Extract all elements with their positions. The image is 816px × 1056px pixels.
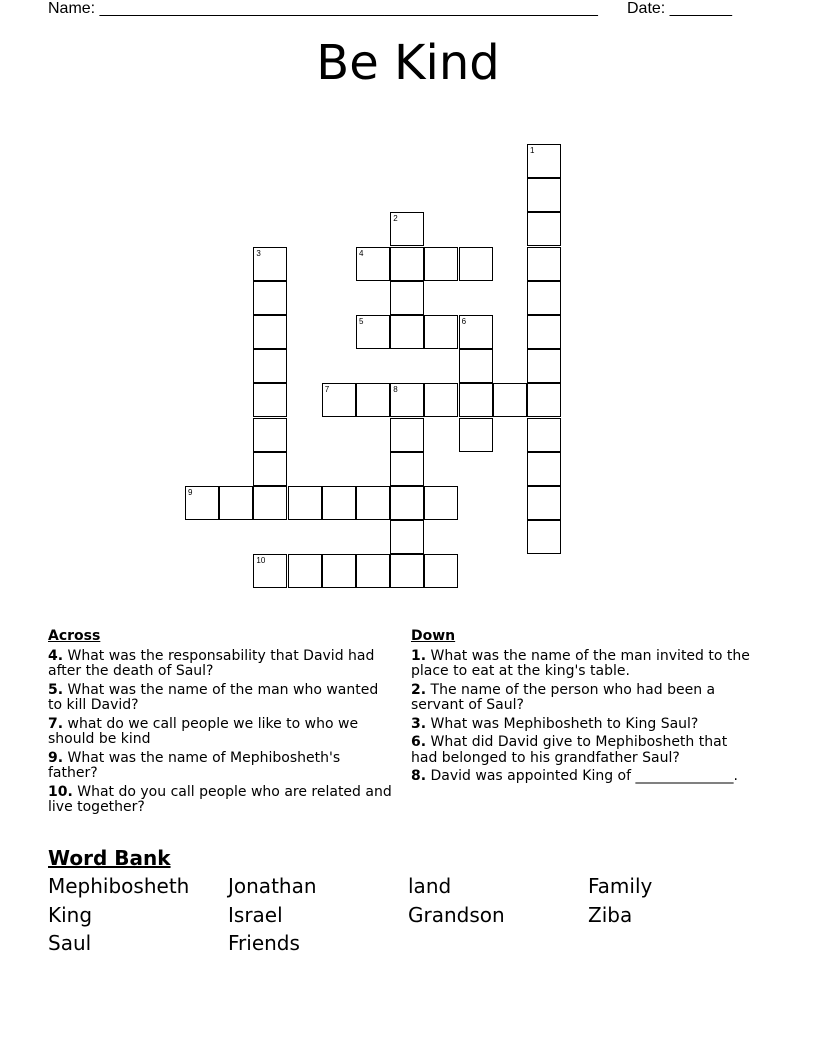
clue-across-4	[48, 649, 393, 680]
crossword-cell[interactable]	[527, 418, 561, 452]
crossword-cell[interactable]	[527, 212, 561, 246]
clue-text: What was the name of Mephibosheth's father?	[48, 749, 341, 781]
crossword-cell[interactable]	[527, 144, 561, 178]
crossword-cell[interactable]	[459, 315, 493, 349]
crossword-cell[interactable]	[253, 486, 287, 520]
crossword-cell[interactable]	[253, 349, 287, 383]
clue-number-label: 6	[461, 317, 467, 326]
crossword-cell[interactable]	[390, 486, 424, 520]
crossword-cell[interactable]	[322, 383, 356, 417]
crossword-cell[interactable]	[459, 247, 493, 281]
clue-number-label: 8	[393, 385, 398, 395]
name-field-label: Name: ________________________________________________________	[48, 0, 598, 17]
crossword-cell[interactable]	[253, 554, 287, 588]
clue-number-label: 1	[530, 146, 535, 155]
clue-number-label: 4	[359, 248, 364, 258]
crossword-cell[interactable]	[527, 247, 561, 281]
down-clues	[411, 629, 756, 788]
clue-number: 10.	[48, 783, 73, 800]
crossword-cell[interactable]	[459, 418, 493, 452]
clue-down-2	[411, 683, 756, 714]
date-field-label: Date: _______	[627, 0, 732, 17]
clue-across-9	[48, 751, 393, 782]
crossword-cell[interactable]	[527, 486, 561, 520]
crossword-cell[interactable]	[185, 486, 219, 520]
crossword-cell[interactable]	[288, 486, 322, 520]
crossword-cell[interactable]	[390, 383, 424, 417]
clue-down-6	[411, 735, 756, 766]
crossword-cell[interactable]	[288, 554, 322, 588]
crossword-cell[interactable]	[390, 554, 424, 588]
crossword-cell[interactable]	[356, 315, 390, 349]
crossword-cell[interactable]	[527, 349, 561, 383]
crossword-cell[interactable]	[424, 315, 458, 349]
crossword-cell[interactable]	[459, 349, 493, 383]
clue-number: 9.	[48, 749, 64, 766]
crossword-cell[interactable]	[424, 383, 458, 417]
word-bank-item: Israel	[228, 903, 283, 927]
word-bank-title: Word Bank	[48, 846, 171, 870]
clue-number-label: 3	[256, 248, 261, 258]
clue-number: 6.	[411, 734, 427, 750]
crossword-cell[interactable]	[253, 383, 287, 417]
word-bank-item: Mephibosheth	[48, 874, 190, 898]
clue-across-10	[48, 785, 393, 816]
crossword-cell[interactable]	[253, 452, 287, 486]
crossword-cell[interactable]	[322, 554, 356, 588]
crossword-cell[interactable]	[424, 247, 458, 281]
clue-number-label: 5	[359, 317, 364, 326]
crossword-cell[interactable]	[219, 486, 253, 520]
clue-number: 7.	[48, 715, 64, 732]
word-bank-item: land	[408, 874, 452, 898]
word-bank-item: Saul	[48, 931, 92, 955]
word-bank-item: King	[48, 903, 93, 927]
clue-number-label: 7	[324, 385, 330, 395]
clue-down-8	[411, 769, 756, 785]
clue-down-3	[411, 717, 756, 733]
across-clues	[48, 629, 393, 819]
clue-text: What was the responsability that David had after the death of Saul?	[48, 647, 375, 679]
crossword-cell[interactable]	[322, 486, 356, 520]
word-bank-item: Grandson	[408, 903, 505, 927]
crossword-cell[interactable]	[390, 315, 424, 349]
clue-number: 4.	[48, 647, 64, 664]
crossword-cell[interactable]	[253, 315, 287, 349]
clue-across-7	[48, 717, 393, 748]
word-bank-item: Jonathan	[228, 874, 317, 898]
clue-number: 1.	[411, 647, 427, 664]
crossword-cell[interactable]	[356, 247, 390, 281]
clue-number: 5.	[48, 681, 64, 698]
clue-number-label: 10	[256, 556, 266, 566]
crossword-cell[interactable]	[390, 418, 424, 452]
clue-down-1	[411, 649, 756, 680]
crossword-cell[interactable]	[390, 212, 424, 246]
clue-text: what do we call people we like to who we should be kind	[48, 715, 359, 747]
clue-text: What was Mephibosheth to King Saul?	[426, 715, 699, 732]
clue-number: 2.	[411, 681, 427, 698]
crossword-cell[interactable]	[390, 281, 424, 315]
crossword-cell[interactable]	[424, 554, 458, 588]
crossword-cell[interactable]	[527, 178, 561, 212]
word-bank-item: Friends	[228, 931, 300, 955]
crossword-cell[interactable]	[527, 520, 561, 554]
clue-text: What was the name of the man invited to the place to eat at the king's table.	[411, 647, 750, 679]
crossword-cell[interactable]	[356, 554, 390, 588]
page-title: Be Kind	[316, 35, 500, 91]
crossword-cell[interactable]	[527, 315, 561, 349]
crossword-cell[interactable]	[390, 247, 424, 281]
crossword-cell[interactable]	[390, 452, 424, 486]
crossword-cell[interactable]	[390, 520, 424, 554]
down-heading: Down	[411, 628, 456, 644]
crossword-cell[interactable]	[356, 486, 390, 520]
crossword-cell[interactable]	[459, 383, 493, 417]
word-bank-item: Ziba	[588, 903, 633, 927]
across-heading: Across	[48, 628, 101, 644]
crossword-cell[interactable]	[253, 281, 287, 315]
crossword-cell[interactable]	[356, 383, 390, 417]
clue-number: 8.	[411, 768, 427, 784]
crossword-cell[interactable]	[253, 247, 287, 281]
clue-number-label: 2	[393, 214, 398, 224]
clue-text: What was the name of the man who wanted to kill David?	[48, 681, 379, 713]
clue-across-5	[48, 683, 393, 714]
crossword-cell[interactable]	[527, 452, 561, 486]
crossword-cell[interactable]	[527, 383, 561, 417]
crossword-cell[interactable]	[493, 383, 527, 417]
word-bank-item: Family	[588, 874, 653, 898]
crossword-cell[interactable]	[527, 281, 561, 315]
clue-number: 3.	[411, 715, 427, 732]
crossword-cell[interactable]	[424, 486, 458, 520]
clue-number-label: 9	[188, 488, 193, 497]
clue-text: The name of the person who had been a servant of Saul?	[411, 681, 716, 713]
clue-text: What do you call people who are related and live together?	[48, 783, 392, 815]
clue-text: David was appointed King of ______________.	[426, 768, 738, 784]
crossword-cell[interactable]	[253, 418, 287, 452]
clue-text: What did David give to Mephibosheth that had belonged to his grandfather Saul?	[411, 734, 728, 766]
